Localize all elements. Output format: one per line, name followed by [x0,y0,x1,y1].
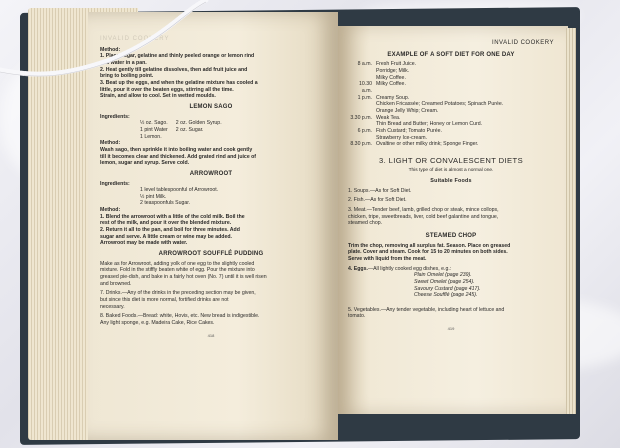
diet-row [348,128,554,141]
eggs-list: Plain Omelet (page 239). Sweet Omelet (page 254). Savoury Custard (page 417). Cheese Soufflé (page 245). [414,272,481,299]
diet-item: Ovaltine or other milky drink; Sponge Finger. [376,141,479,148]
recipe-title-lemon-sago: LEMON SAGO [189,103,233,110]
method-step: 1. Blend the arrowroot with a little of the cold milk. Boil the rest of the milk, and pour it over the blended mixture. [100,213,245,227]
souffle-text: Make as for Arrowroot, adding yolk of one egg to the slightly cooled mixture. Fold in the stiffly beaten white of egg. Pour the mixture into greased pie-dish, and bake in a fairly hot oven (No. 7) until it is well risen and browned. [100,260,267,287]
diet-row [348,95,554,115]
soups-item: 1. Soups.—As for Soft Diet. [348,187,412,194]
page-number: 419 [447,326,455,332]
eggs-item [348,266,554,273]
steamed-chop-text: Trim the chop, removing all surplus fat. Season. Place on greased plate. Cover and steam. Cook for 15 to 20 minutes on both sides. Serve with liquid from the meat. [348,242,511,262]
left-running-head: INVALID COOKERY [100,36,170,42]
diet-time: 10.30 a.m. [359,81,372,94]
method-label: Method: [100,207,121,214]
method-step: 1. Place sugar, gelatine and thinly peeled orange or lemon rind and water in a pan. [100,53,255,66]
diet-row [348,141,554,148]
ingredients-list [100,187,322,207]
diet-item: Fresh Fruit Juice. Porridge; Milk. Milky Coffee. [376,61,417,81]
method-step: 2. Return it all to the pan, and boil for three minutes. Add sugar and serve. A little cream or wine may be added. Arrowroot may be made with water. [100,227,240,247]
steamed-chop-title: STEAMED CHOP [425,232,477,239]
eggs-label: 4. Eggs. [348,265,368,272]
ingredients-column: ½ oz. Sago. 1 pint Water 1 Lemon. [140,120,168,140]
soft-diet-title: EXAMPLE OF A SOFT DIET FOR ONE DAY [387,51,515,58]
method-label: Method: [100,46,121,53]
section-subtitle: This type of diet is almost a normal one. [408,167,494,173]
meat-item: 3. Meat.—Tender beef, lamb, grilled chop or steak, mince collops, chicken, tripe, sweetbreads, liver, cold beef galantine and tongue, steamed chop. [348,206,499,227]
diet-item: Fish Custard; Tomato Purée. Strawberry Ice-cream. [376,127,442,141]
method-text: Wash sago, then sprinkle it into boiling water and cook gently till it becomes clear and thickened. Add grated rind and juice of lemon, sugar and syrup. Serve cold. [100,146,257,167]
method-label: Method: [100,140,121,147]
recipe-title-arrowroot: ARROWROOT [189,170,233,177]
ingredients-column: 2 oz. Golden Syrup. 2 oz. Sugar. [175,120,222,133]
right-running-head: INVALID COOKERY [492,40,554,46]
baked-foods-item: 8. Baked Foods.—Bread: white, Hovis, etc. New bread is indigestible. Any light sponge, e.g. Madeira Cake, Rice Cakes. [100,313,260,326]
diet-item: Weak Tea. Thin Bread and Butter; Honey or Lemon Curd. [376,114,483,128]
ingredients-label: Ingredients: [100,180,130,187]
method-step: 2. Heat gently till gelatine dissolves, then add fruit juice and bring to boiling point. [100,66,248,80]
diet-time: 8.30 p.m. [350,141,372,148]
right-page-edges [566,28,576,414]
diet-row [348,115,554,128]
suitable-foods-title: Suitable Foods [430,177,472,184]
ingredients-label: Ingredients: [100,113,130,120]
drinks-item: 7. Drinks.—Any of the drinks in the preceding section may be given, but since this diet is more normal, fortified drinks are not necessary. [100,290,256,310]
recipe-title-souffle: ARROWROOT SOUFFLÉ PUDDING [158,251,264,258]
diet-schedule [348,61,554,148]
diet-row [348,81,554,94]
diet-item: Milky Coffee. [376,81,406,88]
diet-item: Creamy Soup. Chicken Fricassée; Creamed Potatoes; Spinach Purée. Orange Jelly Whip; Cream. [376,94,504,114]
diet-time: 3.30 p.m. [350,114,372,121]
diet-row [348,61,554,81]
diet-time: 8 a.m. [357,61,372,68]
section-title: 3. LIGHT OR CONVALESCENT DIETS [378,155,524,165]
vegetables-item: 5. Vegetables.—Any tender vegetable, including heart of lettuce and tomato. [348,306,505,320]
diet-time: 1 p.m. [357,94,372,101]
right-page-text [348,40,554,331]
page-number: 418 [207,332,215,338]
ingredients-list [100,120,322,140]
diet-time: 6 p.m. [357,127,372,134]
eggs-text: —All lightly cooked egg dishes, e.g.: [367,265,452,272]
ingredients-column: 1 level tablespoonful of Arrowroot. ½ pint Milk. 2 teaspoonfuls Sugar. [140,187,219,207]
fish-item: 2. Fish.—As for Soft Diet. [348,197,407,204]
left-page-text [100,36,322,338]
method-step: 3. Beat up the eggs, and when the gelatine mixture has cooled a little, pour it over the beaten eggs, stirring all the time. Strain, and allow to cool. Set in wetted moulds. [100,79,258,100]
